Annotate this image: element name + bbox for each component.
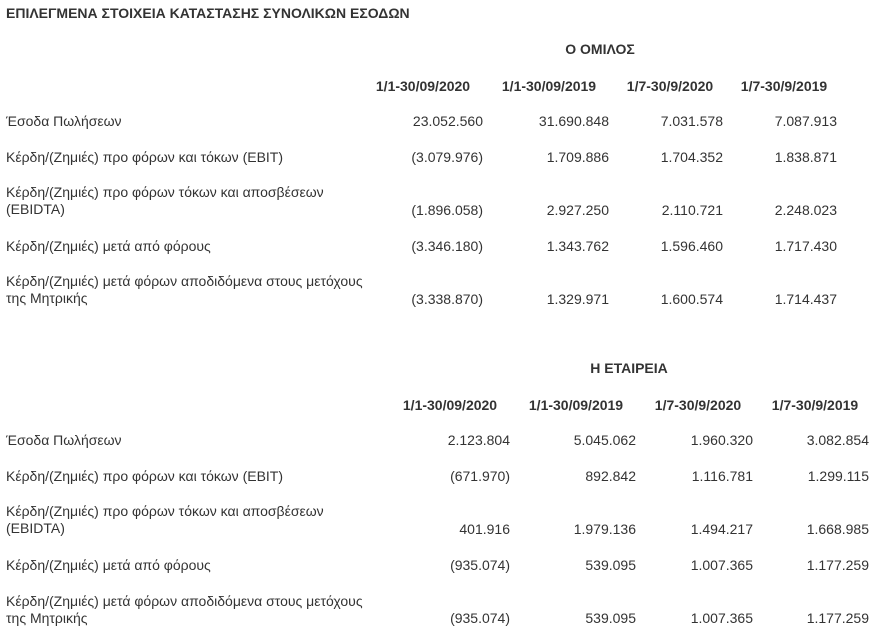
value-cell: 5.045.062: [573, 432, 636, 448]
value-cell: 892.842: [585, 468, 636, 484]
value-cell: (935.074): [450, 557, 510, 573]
value-cell: 1.177.259: [806, 610, 869, 626]
company-col-header-1: 1/1-30/09/2020: [402, 397, 498, 413]
value-cell: 2.927.250: [546, 202, 609, 218]
value-cell: (3.346.180): [411, 238, 483, 254]
value-cell: 1.668.985: [806, 521, 869, 537]
row-label: Κέρδη/(Ζημιές) προ φόρων και τόκων (EBIT): [6, 468, 284, 484]
value-cell: 31.690.848: [538, 113, 609, 129]
company-col-header-4: 1/7-30/9/2019: [771, 397, 859, 413]
row-label: Κέρδη/(Ζημιές) μετά φόρων αποδιδόμενα στους μετόχους της Μητρικής: [6, 593, 363, 626]
value-cell: 1.177.259: [806, 557, 869, 573]
row-label: Κέρδη/(Ζημιές) μετά φόρων αποδιδόμενα στους μετόχους της Μητρικής: [6, 273, 363, 306]
page-title: ΕΠΙΛΕΓΜΕΝΑ ΣΤΟΙΧΕΙΑ ΚΑΤΑΣΤΑΣΗΣ ΣΥΝΟΛΙΚΩΝ ΕΣΟΔΩΝ: [6, 5, 410, 21]
company-col-header-3: 1/7-30/9/2020: [654, 397, 742, 413]
value-cell: 1.717.430: [774, 238, 837, 254]
value-cell: 2.248.023: [774, 202, 837, 218]
row-label: Κέρδη/(Ζημιές) προ φόρων τόκων και αποσβέσεων (EBIDTA): [6, 503, 324, 536]
value-cell: 1.596.460: [660, 238, 723, 254]
value-cell: 7.087.913: [774, 113, 837, 129]
value-cell: (1.896.058): [411, 202, 483, 218]
value-cell: 3.082.854: [806, 432, 869, 448]
row-label: Έσοδα Πωλήσεων: [6, 113, 122, 129]
company-col-header-2: 1/1-30/09/2019: [528, 397, 624, 413]
value-cell: 1.007.365: [690, 610, 753, 626]
value-cell: 539.095: [585, 610, 636, 626]
row-label: Κέρδη/(Ζημιές) προ φόρων και τόκων (EBIT): [6, 149, 284, 165]
value-cell: 1.960.320: [690, 432, 753, 448]
value-cell: (671.970): [450, 468, 510, 484]
row-label: Κέρδη/(Ζημιές) μετά από φόρους: [6, 238, 211, 254]
value-cell: 2.110.721: [661, 202, 723, 218]
group-col-header-1: 1/1-30/09/2020: [375, 78, 471, 94]
value-cell: 1.343.762: [546, 238, 609, 254]
row-label: Έσοδα Πωλήσεων: [6, 432, 122, 448]
value-cell: 1.494.217: [690, 521, 753, 537]
value-cell: 23.052.560: [412, 113, 483, 129]
value-cell: 1.838.871: [774, 149, 837, 165]
value-cell: 401.916: [459, 521, 510, 537]
value-cell: 1.979.136: [573, 521, 636, 537]
value-cell: 1.600.574: [660, 291, 723, 307]
company-heading: Η ΕΤΑΙΡΕΙΑ: [590, 360, 668, 376]
row-label: Κέρδη/(Ζημιές) μετά από φόρους: [6, 557, 211, 573]
group-col-header-2: 1/1-30/09/2019: [501, 78, 597, 94]
value-cell: 1.714.437: [774, 291, 837, 307]
value-cell: 539.095: [585, 557, 636, 573]
value-cell: 7.031.578: [660, 113, 723, 129]
value-cell: 1.329.971: [546, 291, 609, 307]
group-heading: Ο ΟΜΙΛΟΣ: [565, 41, 635, 57]
value-cell: (3.338.870): [411, 291, 483, 307]
value-cell: 1.299.115: [807, 468, 869, 484]
value-cell: 1.116.781: [691, 468, 753, 484]
value-cell: (935.074): [450, 610, 510, 626]
value-cell: (3.079.976): [411, 149, 483, 165]
value-cell: 2.123.804: [447, 432, 510, 448]
value-cell: 1.007.365: [690, 557, 753, 573]
value-cell: 1.709.886: [546, 149, 609, 165]
row-label: Κέρδη/(Ζημιές) προ φόρων τόκων και αποσβέσεων (EBIDTA): [6, 184, 324, 217]
value-cell: 1.704.352: [660, 149, 723, 165]
group-col-header-3: 1/7-30/9/2020: [626, 78, 714, 94]
group-col-header-4: 1/7-30/9/2019: [740, 78, 828, 94]
